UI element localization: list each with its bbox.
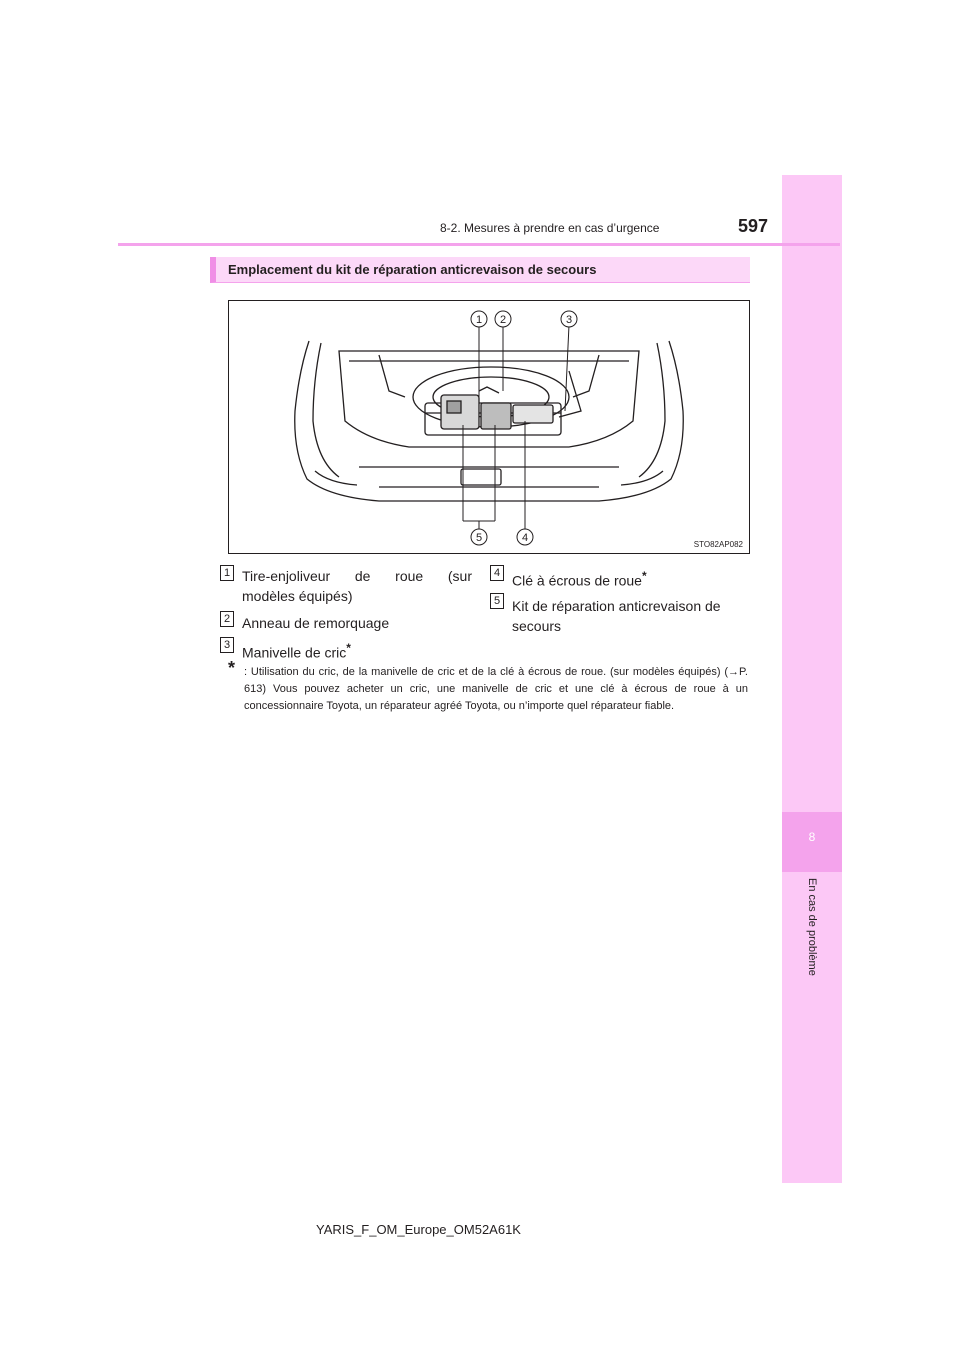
callout-3: 3 (565, 314, 573, 326)
footnote-text: : Utilisation du cric, de la manivelle de cric et de la clé à écrous de roue. (sur modèles équipés) (→P. 613) Vous pouvez acheter un cric, une manivelle de cric et une clé à écrous de roue à un concessionnaire Toyota, un réparateur agréé Toyota, ou n’importe quel réparateur fiable. (244, 666, 748, 712)
item-2-label: Anneau de remorquage (242, 615, 390, 631)
item-5-line2: secours (512, 618, 562, 634)
callout-4: 4 (521, 532, 529, 544)
callout-2: 2 (499, 314, 507, 326)
item-4-label: Clé à écrous de roue (512, 572, 642, 589)
item-5-line1: Kit de réparation anticrevaison de (512, 598, 721, 614)
note-star: * (228, 658, 236, 678)
chapter-label: En cas de problème (806, 878, 818, 976)
item-badge-4: 4 (490, 565, 504, 581)
item-3-label: Manivelle de cric (242, 644, 347, 661)
section-title: 8-2. Mesures à prendre en cas d’urgence (440, 221, 660, 235)
header-rule (118, 243, 840, 246)
item-4 (512, 566, 647, 591)
footnote (228, 664, 748, 715)
chapter-number: 8 (808, 830, 816, 844)
banner-title: Emplacement du kit de réparation anticrevaison de secours (228, 262, 597, 277)
chapter-label-wrap (790, 878, 834, 1008)
section-banner (210, 257, 750, 283)
trunk-illustration (228, 300, 750, 554)
chapter-side-tab (782, 175, 842, 1183)
item-1-line2: modèles équipés) (242, 588, 353, 604)
trunk-drawing (229, 301, 749, 553)
item-4-star: * (641, 569, 647, 583)
figure-code: STO82AP082 (693, 540, 743, 549)
page-number: 597 (738, 216, 769, 236)
item-badge-1: 1 (220, 565, 234, 581)
callout-1: 1 (475, 314, 483, 326)
item-1-line1: Tire-enjoliveur de roue (sur (242, 568, 472, 584)
manual-code: YARIS_F_OM_Europe_OM52A61K (316, 1222, 521, 1237)
item-3-star: * (346, 641, 351, 655)
item-3 (242, 638, 351, 663)
callout-5: 5 (475, 532, 483, 544)
item-badge-5: 5 (490, 593, 504, 609)
item-badge-3: 3 (220, 637, 234, 653)
item-badge-2: 2 (220, 611, 234, 627)
